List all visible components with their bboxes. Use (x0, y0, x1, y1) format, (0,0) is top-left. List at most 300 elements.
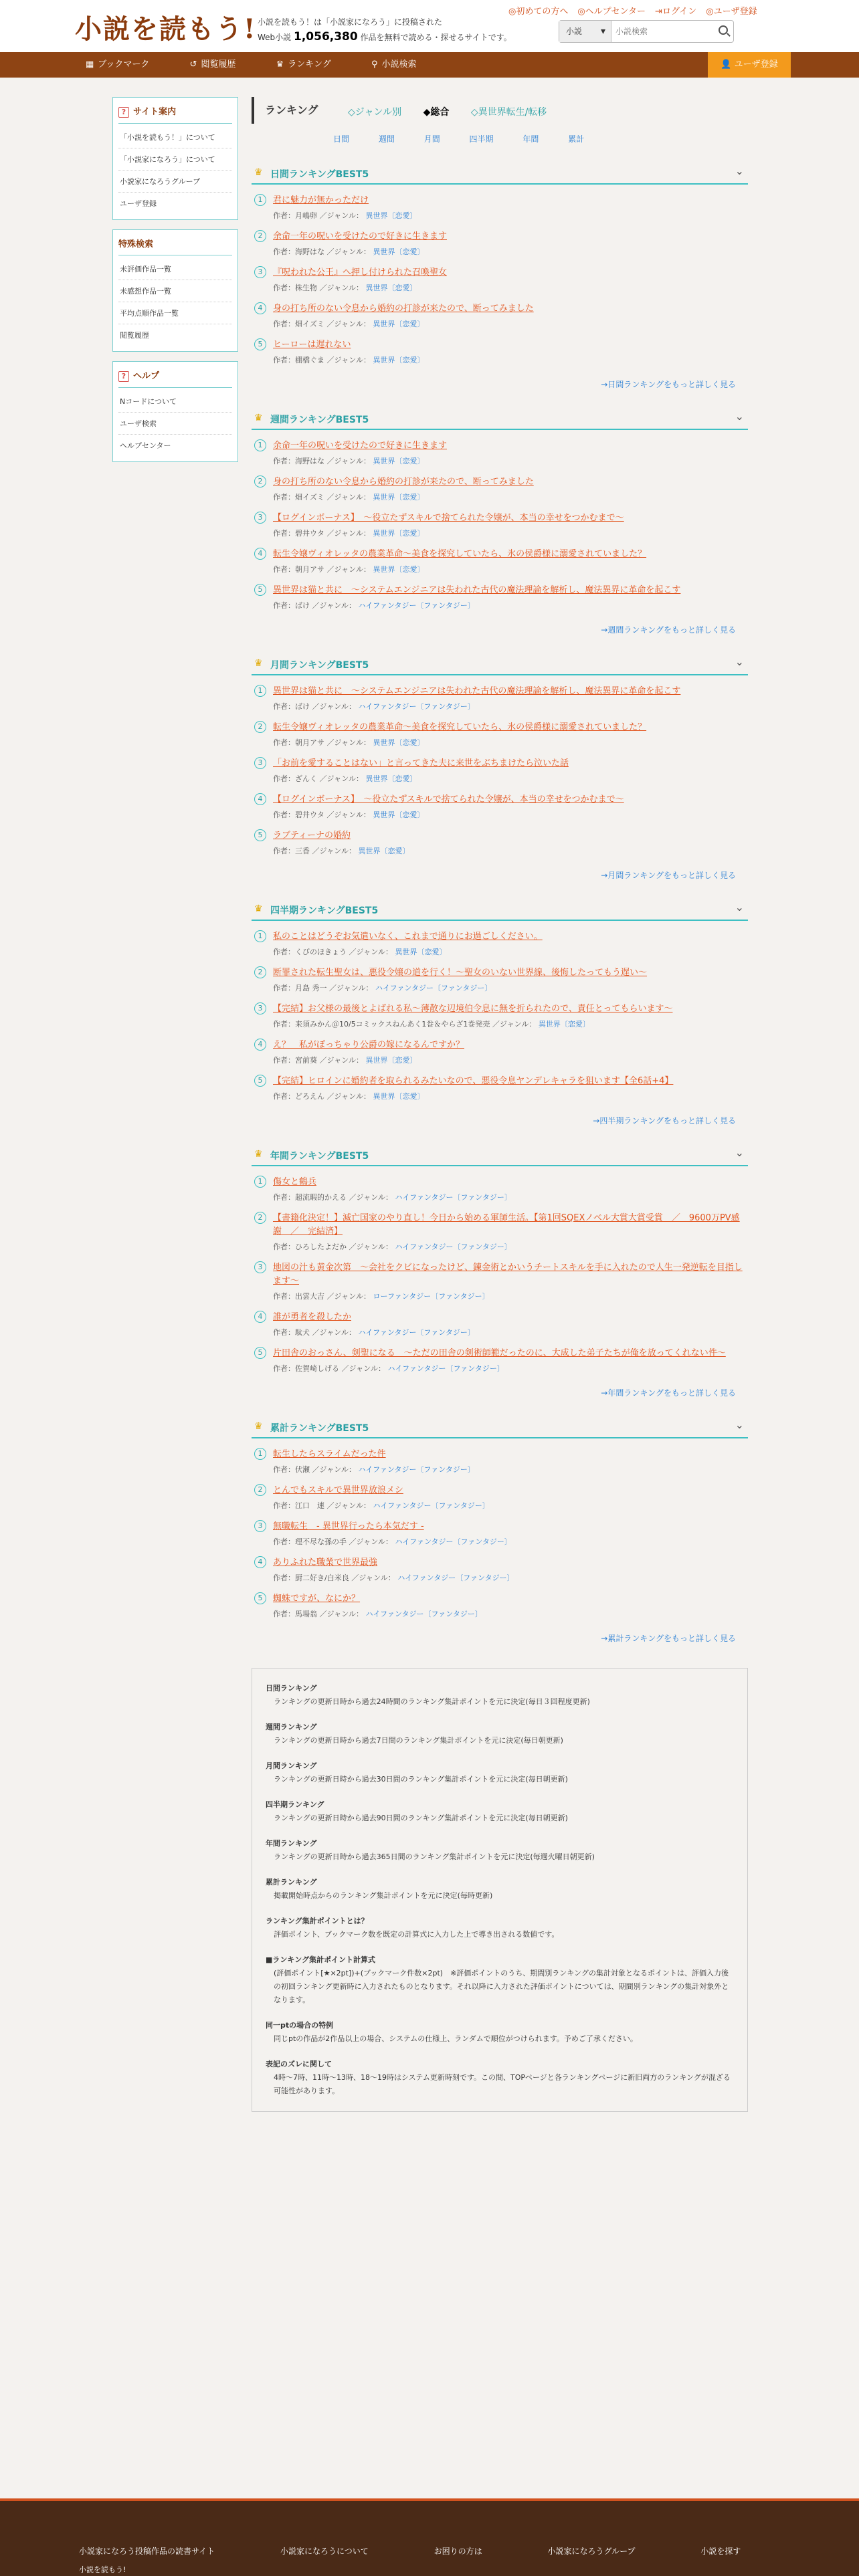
tab-weekly[interactable]: 週間 (378, 134, 395, 144)
sidebar-item[interactable]: 未評価作品一覧 (118, 258, 232, 280)
ranking-section (252, 410, 748, 635)
note-heading: ランキング集計ポイントとは？ (266, 1917, 369, 1925)
author-name[interactable]: 碧井ウタ (295, 811, 324, 819)
author-label: 作者： (273, 984, 295, 992)
genre-label: ／ジャンル： (326, 811, 371, 819)
section-header[interactable] (252, 1418, 748, 1438)
author-name[interactable]: 来須みかん＠10/5コミックスねんあく1巻＆やらざ1巻発売 (295, 1020, 490, 1029)
tagline-line2 (258, 29, 512, 45)
novel-meta (273, 982, 748, 993)
rank-number: 3 (254, 266, 266, 278)
sidebar-special-search (112, 229, 238, 352)
ranking-item (252, 957, 748, 993)
author-name[interactable]: ばけ (295, 702, 310, 711)
author-name[interactable]: 三香 (295, 847, 310, 855)
novel-title-link[interactable]: 私のことはどうぞお気遣いなく、これまで通りにお過ごしください。 (273, 932, 543, 942)
rank-number: 5 (254, 584, 266, 596)
novel-title-link[interactable]: 身の打ち所のない令息から婚約の打診が来たので、断ってみました (273, 304, 534, 314)
sidebar-item[interactable]: 「小説家になろう」について (118, 148, 232, 171)
footer-accent-line (0, 2498, 859, 2501)
nav-ranking-label: ランキング (288, 60, 331, 70)
footer-brand: 小説を読もう! (79, 2565, 126, 2574)
genre-link[interactable]: ローファンタジー〔ファンタジー〕 (373, 1292, 490, 1301)
author-name[interactable]: 碧井ウタ (295, 529, 324, 538)
author-name[interactable]: 厨二好き/白米良 (295, 1574, 349, 1582)
rank-number: 1 (254, 194, 266, 206)
genre-link[interactable]: ハイファンタジー〔ファンタジー〕 (358, 1465, 475, 1474)
page-title: ランキング (265, 104, 318, 116)
author-name[interactable]: くびのほきょう (295, 948, 347, 956)
genre-link[interactable]: 異世界〔恋愛〕 (373, 356, 425, 364)
note-body: 掲載開始時点からのランキング集計ポイントを元に決定(毎時更新) (274, 1891, 493, 1900)
ranking-item (252, 329, 748, 365)
author-label: 作者： (273, 1465, 295, 1474)
sidebar-help-title: ヘルプ (133, 371, 160, 381)
genre-link[interactable]: 異世界〔恋愛〕 (373, 1092, 425, 1101)
footer-link[interactable]: 小説を探す (700, 2547, 741, 2556)
ranking-item (252, 257, 748, 293)
author-name[interactable]: どろえん (295, 1092, 324, 1101)
sidebar-item[interactable]: Nコードについて (118, 391, 232, 413)
ranking-item (252, 1252, 748, 1301)
crown-icon: ♛ (254, 1149, 263, 1160)
genre-label: ／ジャンル： (492, 1020, 537, 1029)
novel-title-link[interactable]: 余命一年の呪いを受けたので好きに生きます (273, 441, 448, 451)
site-tagline (258, 15, 512, 45)
novel-meta (273, 564, 748, 574)
genre-label: ／ジャンル： (349, 1243, 393, 1251)
section-title: 月間ランキングBEST5 (270, 660, 369, 671)
novel-title-link[interactable]: 無職転生 - 異世界行ったら本気だす - (273, 1521, 424, 1531)
ranking-item (252, 712, 748, 748)
rank-number: 1 (254, 685, 266, 697)
novel-title-link[interactable]: 異世界は猫と共に 〜システムエンジニアは失われた古代の魔法理論を解析し、魔法異界に革命を起こす (273, 585, 681, 595)
genre-link[interactable]: ハイファンタジー〔ファンタジー〕 (395, 1193, 512, 1202)
novel-title-link[interactable]: え？ 私がぼっちゃり公爵の嫁になるんですか？ (273, 1040, 465, 1050)
rank-number: 2 (254, 1212, 266, 1224)
author-name[interactable]: 朝月アサ (295, 738, 324, 747)
genre-label: ／ジャンル： (349, 1537, 393, 1546)
tab-yearly[interactable]: 年間 (522, 134, 539, 144)
author-label: 作者： (273, 1243, 295, 1251)
novel-meta (273, 1572, 748, 1583)
author-label: 作者： (273, 847, 295, 855)
footer-link[interactable]: お困りの方は (434, 2547, 482, 2556)
ranking-item (252, 1301, 748, 1337)
author-name[interactable]: 伏瀬 (295, 1465, 310, 1474)
search-type-select[interactable]: 小説 ▾ (559, 21, 611, 42)
genre-link[interactable]: 異世界〔恋愛〕 (395, 948, 447, 956)
sidebar-item[interactable]: ユーザ検索 (118, 413, 232, 435)
main-content (252, 97, 748, 2112)
nav-search[interactable] (371, 60, 436, 70)
tagline-line1: 小説を読もう！は「小説家になろう」に投稿された (258, 17, 443, 27)
genre-label: ／ジャンル： (351, 1574, 395, 1582)
ranking-item (252, 1337, 748, 1374)
sidebar-heading (118, 104, 232, 124)
section-title: 四半期ランキングBEST5 (270, 905, 379, 916)
author-label: 作者： (273, 529, 295, 538)
novel-meta (273, 282, 748, 293)
rank-number: 2 (254, 230, 266, 242)
sidebar-item[interactable]: ユーザ登録 (120, 199, 157, 208)
rank-number: 4 (254, 302, 266, 314)
rank-number: 3 (254, 757, 266, 769)
genre-link[interactable]: 異世界〔恋愛〕 (373, 565, 425, 574)
genre-label: ／ジャンル： (349, 948, 393, 956)
section-header[interactable] (252, 165, 748, 185)
sidebar-item[interactable]: 未感想作品一覧 (118, 280, 232, 302)
author-name[interactable]: 海野はな (295, 457, 324, 465)
novel-title-link[interactable]: 誰が勇者を殺したか (273, 1312, 352, 1322)
novel-meta (273, 1536, 748, 1547)
novel-title-link[interactable]: 転生令嬢ヴィオレッタの農業革命〜美食を探究していたら、氷の侯爵様に溺愛されていました？ (273, 549, 647, 559)
author-name[interactable]: ひろしたよだか (295, 1243, 347, 1251)
footer-link[interactable]: 小説家になろうグループ (547, 2547, 636, 2556)
author-name[interactable]: 宮前葵 (295, 1056, 317, 1065)
author-label: 作者： (273, 457, 295, 465)
nav-bookmark[interactable] (86, 60, 168, 70)
genre-link[interactable]: ハイファンタジー〔ファンタジー〕 (375, 984, 492, 992)
novel-title-link[interactable]: 「お前を愛することはない」と言ってきた夫に来世をぶちまけたら泣いた話 (273, 758, 569, 768)
author-label: 作者： (273, 565, 295, 574)
chevron-down-icon[interactable]: ⌄ (735, 655, 744, 668)
rank-number: 2 (254, 721, 266, 733)
sidebar (112, 97, 238, 471)
novel-title-link[interactable]: 断罪された転生聖女は、悪役令嬢の道を行く！〜聖女のいない世界線、後悔したってもう遅い〜 (273, 968, 648, 978)
genre-link[interactable]: 異世界〔恋愛〕 (373, 811, 425, 819)
novel-meta (273, 1608, 748, 1619)
author-label: 作者： (273, 1292, 295, 1301)
author-name[interactable]: 出雲大吉 (295, 1292, 324, 1301)
novel-title-link[interactable]: 傷女と鶴兵 (273, 1177, 317, 1187)
author-name[interactable]: 株生物 (295, 284, 317, 292)
ranking-item (252, 748, 748, 784)
link-beginners[interactable]: ◎初めての方へ (508, 7, 569, 17)
genre-label: ／ジャンル： (326, 1092, 371, 1101)
genre-link[interactable]: ハイファンタジー〔ファンタジー〕 (395, 1243, 512, 1251)
novel-title-link[interactable]: 蜘蛛ですが、なにか？ (273, 1594, 361, 1604)
novel-meta (273, 455, 748, 466)
rank-number: 4 (254, 1039, 266, 1051)
more-ranking-link[interactable]: →四半期ランキングをもっと詳しく見る (593, 1116, 736, 1125)
genre-link[interactable]: ハイファンタジー〔ファンタジー〕 (365, 1610, 482, 1618)
note-heading: 同一ptの場合の特例 (266, 2021, 334, 2030)
chevron-down-icon[interactable]: ⌄ (735, 410, 744, 423)
tab-monthly[interactable]: 月間 (423, 134, 440, 144)
section-header[interactable] (252, 901, 748, 921)
rank-number: 5 (254, 1075, 266, 1087)
ranking-section (252, 165, 748, 390)
note-body: ランキングの更新日時から過去90日間のランキング集計ポイントを元に決定(毎日朝更新) (274, 1814, 568, 1822)
novel-title-link[interactable]: 転生したらスライムだった件 (273, 1449, 386, 1459)
nav-history-label: 閲覧履歴 (201, 60, 236, 70)
rank-number: 3 (254, 1002, 266, 1014)
author-name[interactable]: 月島 秀一 (295, 984, 327, 992)
more-ranking-link[interactable]: →週間ランキングをもっと詳しく見る (601, 625, 736, 635)
tab-quarterly[interactable]: 四半期 (469, 134, 494, 144)
rank-number: 2 (254, 1484, 266, 1496)
section-header[interactable] (252, 410, 748, 430)
genre-label: ／ジャンル： (312, 702, 357, 711)
sidebar-item[interactable]: ヘルプセンター (120, 441, 171, 450)
tagline-suffix: 作品を無料で読める・探せるサイトです。 (360, 33, 512, 42)
rank-number: 3 (254, 1520, 266, 1532)
author-name[interactable]: 海野はな (295, 247, 324, 256)
author-name[interactable]: 超流暇的かえる (295, 1193, 347, 1202)
genre-link[interactable]: ハイファンタジー〔ファンタジー〕 (387, 1364, 504, 1373)
note-heading: 月間ランキング (266, 1761, 317, 1770)
rank-number: 5 (254, 1592, 266, 1604)
novel-title-link[interactable]: 『呪われた公王』へ押し付けられた召喚聖女 (273, 267, 448, 278)
nav-history[interactable] (190, 60, 255, 70)
novel-meta (273, 492, 748, 502)
genre-link[interactable]: 異世界〔恋愛〕 (373, 320, 425, 328)
novel-title-link[interactable]: 【ログインボーナス】 〜役立たずスキルで捨てられた令嬢が、本当の幸せをつかむまで〜 (273, 794, 624, 804)
ranking-item (252, 293, 748, 329)
bookmark-icon: ▦ (86, 60, 94, 70)
ranking-item (252, 1438, 748, 1475)
author-name[interactable]: 理不尽な孫の手 (295, 1537, 347, 1546)
chevron-down-icon[interactable]: ⌄ (735, 1146, 744, 1159)
ranking-item (252, 1029, 748, 1065)
genre-link[interactable]: ハイファンタジー〔ファンタジー〕 (373, 1501, 490, 1510)
crown-icon: ♛ (254, 903, 263, 914)
rank-number: 2 (254, 475, 266, 488)
more-ranking-link[interactable]: →年間ランキングをもっと詳しく見る (601, 1388, 736, 1398)
novel-title-link[interactable]: 転生令嬢ヴィオレッタの農業革命〜美食を探究していたら、氷の侯爵様に溺愛されていました？ (273, 722, 647, 732)
ranking-item (252, 1202, 748, 1252)
more-ranking-link[interactable]: →累計ランキングをもっと詳しく見る (601, 1634, 736, 1643)
novel-title-link[interactable]: 【完結】ヒロインに婚約者を取られるみたいなので、悪役令息ヤンデレキャラを狙います【全6話+4】 (273, 1076, 674, 1086)
rank-number: 1 (254, 1448, 266, 1460)
sidebar-item[interactable]: 「小説を読もう！」について (118, 126, 232, 148)
genre-link[interactable]: 異世界〔恋愛〕 (538, 1020, 590, 1029)
genre-link[interactable]: 異世界〔恋愛〕 (365, 211, 417, 220)
ranking-section (252, 901, 748, 1126)
author-name[interactable]: ざんく (295, 774, 317, 783)
sidebar-item[interactable]: 小説家になろうグループ (118, 171, 232, 193)
tab-total[interactable]: 累計 (568, 134, 585, 144)
rank-number: 3 (254, 1261, 266, 1273)
genre-label: ／ジャンル： (319, 211, 364, 220)
genre-link[interactable]: ハイファンタジー〔ファンタジー〕 (358, 601, 475, 610)
ranking-item (252, 185, 748, 221)
tab-daily[interactable]: 日間 (333, 134, 350, 144)
novel-title-link[interactable]: 身の打ち所のない令息から婚約の打診が来たので、断ってみました (273, 477, 534, 487)
ranking-title-bar (252, 97, 748, 124)
genre-link[interactable]: ハイファンタジー〔ファンタジー〕 (397, 1574, 514, 1582)
author-name[interactable]: ばけ (295, 601, 310, 610)
author-name[interactable]: 駄犬 (295, 1328, 310, 1337)
nav-bookmark-label: ブックマーク (98, 60, 150, 70)
author-label: 作者： (273, 1328, 295, 1337)
user-register-label: ユーザ登録 (734, 60, 778, 70)
sidebar-item[interactable]: 平均点順作品一覧 (118, 302, 232, 324)
genre-link[interactable]: 異世界〔恋愛〕 (373, 247, 425, 256)
genre-label: ／ジャンル： (319, 1610, 364, 1618)
ranking-item (252, 430, 748, 466)
novel-meta (273, 946, 748, 957)
genre-label: ／ジャンル： (326, 1501, 371, 1510)
novel-title-link[interactable]: とんでもスキルで異世界放浪メシ (273, 1485, 403, 1495)
genre-label: ／ジャンル： (326, 738, 371, 747)
nav-ranking[interactable] (276, 60, 350, 70)
novel-meta (273, 737, 748, 748)
author-label: 作者： (273, 1193, 295, 1202)
user-register-button[interactable] (708, 52, 791, 78)
novel-title-link[interactable]: 君に魅力が無かっただけ (273, 195, 369, 205)
note-body: ランキングの更新日時から過去365日間のランキング集計ポイントを元に決定(毎週火曜日朝更新) (274, 1852, 595, 1861)
footer-link[interactable]: 小説家になろう投稿作品の読書サイト (79, 2547, 215, 2556)
note-body: ランキングの更新日時から過去7日間のランキング集計ポイントを元に決定(毎日朝更新) (274, 1736, 563, 1745)
search-icon: ⚲ (371, 60, 378, 70)
crown-icon: ♛ (254, 167, 263, 178)
novel-meta (273, 600, 748, 611)
genre-label: ／ジャンル： (326, 1292, 371, 1301)
author-name[interactable]: 棚橋ぐま (295, 356, 324, 364)
genre-link[interactable]: 異世界〔恋愛〕 (373, 529, 425, 538)
genre-link[interactable]: 異世界〔恋愛〕 (373, 493, 425, 502)
novel-title-link[interactable]: ラブティーナの婚約 (273, 831, 351, 841)
ranking-section (252, 655, 748, 881)
genre-link[interactable]: 異世界〔恋愛〕 (365, 284, 417, 292)
section-header[interactable] (252, 655, 748, 675)
section-title: 年間ランキングBEST5 (270, 1151, 369, 1162)
rank-number: 3 (254, 512, 266, 524)
novel-meta (273, 809, 748, 820)
ranking-item (252, 1547, 748, 1583)
novel-title-link[interactable]: ヒーローは遅れない (273, 340, 351, 350)
nav-search-label: 小説検索 (381, 60, 417, 70)
footer-links (79, 2545, 803, 2557)
author-name[interactable]: 朝月アサ (295, 565, 324, 574)
rank-number: 4 (254, 1311, 266, 1323)
tab-isekai[interactable]: ◇異世界転生/転移 (470, 107, 547, 118)
author-label: 作者： (273, 247, 295, 256)
genre-label: ／ジャンル： (326, 565, 371, 574)
author-label: 作者： (273, 1537, 295, 1546)
note-heading: 表記のズレに関して (266, 2060, 332, 2068)
genre-link[interactable]: ハイファンタジー〔ファンタジー〕 (358, 702, 475, 711)
more-ranking-link[interactable]: →日間ランキングをもっと詳しく見る (601, 380, 736, 389)
more-ranking-link[interactable]: →月間ランキングをもっと詳しく見る (601, 871, 736, 880)
author-label: 作者： (273, 1610, 295, 1618)
link-login[interactable]: ⇥ログイン (655, 7, 697, 17)
genre-link[interactable]: 異世界〔恋愛〕 (365, 1056, 417, 1065)
genre-link[interactable]: 異世界〔恋愛〕 (365, 774, 417, 783)
author-label: 作者： (273, 356, 295, 364)
chevron-down-icon[interactable]: ⌄ (735, 165, 744, 177)
link-help-center[interactable]: ◎ヘルプセンター (577, 7, 646, 17)
ranking-item (252, 1475, 748, 1511)
site-logo[interactable]: 小説を読もう! (75, 13, 257, 45)
novel-title-link[interactable]: 【完結】お父様の最後とよばれる私〜薄散な辺境伯令息に無を折られたので、責任とってもらいます〜 (273, 1004, 673, 1014)
ranking-item (252, 993, 748, 1029)
author-label: 作者： (273, 811, 295, 819)
novel-meta (273, 354, 748, 365)
genre-label: ／ジャンル： (326, 493, 371, 502)
author-name[interactable]: 畑イズミ (295, 493, 324, 502)
search-input[interactable] (615, 21, 716, 42)
history-icon: ↺ (189, 60, 197, 70)
rank-number: 4 (254, 1556, 266, 1568)
author-name[interactable]: 畑イズミ (295, 320, 324, 328)
genre-link[interactable]: 異世界〔恋愛〕 (373, 457, 425, 465)
author-label: 作者： (273, 738, 295, 747)
author-name[interactable]: 佐賀崎しげる (295, 1364, 339, 1373)
novel-meta (273, 318, 748, 329)
genre-label: ／ジャンル： (326, 356, 371, 364)
genre-link[interactable]: ハイファンタジー〔ファンタジー〕 (395, 1537, 512, 1546)
novel-title-link[interactable]: ありふれた職業で世界最強 (273, 1558, 378, 1568)
section-header[interactable] (252, 1146, 748, 1166)
sidebar-item[interactable]: 閲覧履歴 (120, 331, 149, 340)
ranking-item (252, 1065, 748, 1101)
sidebar-heading: 特殊検索 (118, 237, 232, 255)
genre-label: ／ジャンル： (312, 1328, 357, 1337)
question-icon: ? (118, 371, 129, 382)
genre-link[interactable]: 異世界〔恋愛〕 (373, 738, 425, 747)
novel-title-link[interactable]: 片田舎のおっさん、剣聖になる 〜ただの田舎の剣術師範だったのに、大成した弟子たちが俺を放ってくれない件〜 (273, 1348, 726, 1358)
rank-number: 5 (254, 1347, 266, 1359)
footer-link[interactable]: 小説家になろうについて (280, 2547, 369, 2556)
note-heading: 年間ランキング (266, 1839, 317, 1848)
tagline-prefix: Web小説 (258, 33, 292, 42)
ranking-item (252, 1166, 748, 1202)
question-icon: ? (118, 107, 129, 118)
main-nav (0, 52, 859, 78)
author-label: 作者： (273, 211, 295, 220)
novel-meta (273, 1363, 748, 1374)
crown-icon: ♛ (254, 1421, 263, 1432)
author-name[interactable]: 江口 連 (295, 1501, 324, 1510)
genre-link[interactable]: 異世界〔恋愛〕 (358, 847, 410, 855)
novel-title-link[interactable]: 余命一年の呪いを受けたので好きに生きます (273, 231, 448, 241)
novel-meta (273, 528, 748, 538)
note-body: 同じptの作品が2作品以上の場合、システムの仕様上、ランダムで順位がつけられます。予めご了承ください。 (274, 2034, 638, 2043)
author-name[interactable]: 月嶋卵 (295, 211, 317, 220)
rank-number: 4 (254, 793, 266, 805)
ranking-item (252, 502, 748, 538)
tab-genre[interactable]: ◇ジャンル別 (348, 107, 402, 118)
note-heading: 累計ランキング (266, 1878, 317, 1887)
ranking-section (252, 1146, 748, 1398)
sidebar-site-guide-title: サイト案内 (133, 107, 177, 117)
chevron-down-icon[interactable]: ⌄ (735, 1418, 744, 1431)
genre-link[interactable]: ハイファンタジー〔ファンタジー〕 (358, 1328, 475, 1337)
genre-label: ／ジャンル： (312, 847, 357, 855)
novel-title-link[interactable]: 異世界は猫と共に 〜システムエンジニアは失われた古代の魔法理論を解析し、魔法異界に革命を起こす (273, 686, 681, 696)
ranking-item (252, 1583, 748, 1619)
author-name[interactable]: 馬場翁 (295, 1610, 317, 1618)
ranking-item (252, 784, 748, 820)
novel-meta (273, 1091, 748, 1101)
author-label: 作者： (273, 1501, 295, 1510)
search-icon[interactable] (719, 25, 728, 35)
chevron-down-icon[interactable]: ⌄ (735, 901, 744, 914)
note-body: 評価ポイント、ブックマーク数を既定の計算式に入力した上で導き出される数値です。 (274, 1930, 559, 1939)
novel-title-link[interactable]: 地図の汁も黄金次第 〜会社をクビになったけど、錬金術とかいうチートスキルを手に入れたので人生一発逆転を目指します〜 (273, 1263, 743, 1286)
link-register[interactable]: ◎ユーザ登録 (706, 7, 757, 17)
rank-number: 2 (254, 966, 266, 978)
tab-overall[interactable]: ◆総合 (423, 107, 450, 118)
novel-title-link[interactable]: 【ログインボーナス】 〜役立たずスキルで捨てられた令嬢が、本当の幸せをつかむまで〜 (273, 513, 624, 523)
ranking-item (252, 221, 748, 257)
novel-title-link[interactable]: 【書籍化決定！】滅亡国家のやり直し！今日から始める軍師生活。【第1回SQEXノベル大賞大賞受賞 ／ 9600万PV感謝 ／ 完結済】 (273, 1213, 740, 1237)
rank-number: 1 (254, 439, 266, 451)
novel-meta (273, 1241, 748, 1252)
